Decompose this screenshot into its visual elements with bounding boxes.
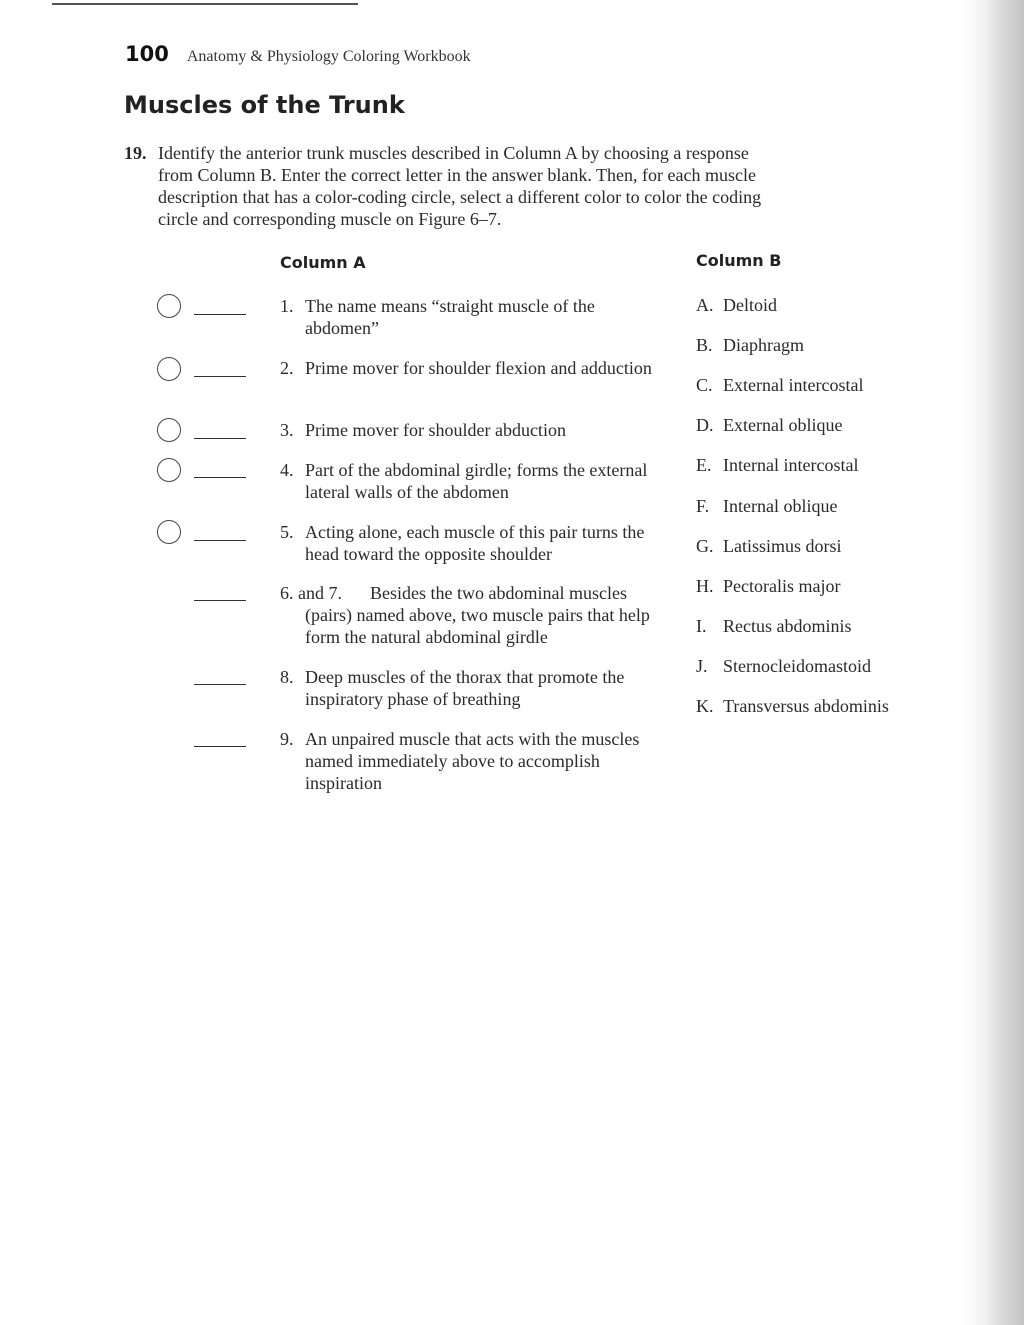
color-coding-circle[interactable]	[157, 357, 181, 381]
column-a-item-number: 2.	[280, 358, 294, 378]
column-b-text: Latissimus dorsi	[723, 536, 842, 556]
color-coding-circle[interactable]	[157, 418, 181, 442]
column-a-item-text: Part of the abdominal girdle; forms the external lateral walls of the abdomen	[305, 460, 648, 502]
answer-blank[interactable]	[194, 746, 246, 747]
top-rule	[52, 3, 358, 5]
answer-blank[interactable]	[194, 314, 246, 315]
column-a-item-number: 6. and 7.	[280, 583, 342, 603]
page-header	[125, 42, 471, 66]
column-a-header: Column A	[280, 253, 366, 272]
answer-blank[interactable]	[194, 438, 246, 439]
column-b-item	[696, 495, 837, 517]
column-a-item-text: Prime mover for shoulder abduction	[305, 420, 566, 440]
column-b-item	[696, 575, 840, 597]
column-b-item	[696, 655, 871, 677]
column-a-item-text: An unpaired muscle that acts with the muscles named immediately above to accomplish inspiration	[305, 729, 640, 793]
column-b-item	[696, 294, 777, 316]
column-a-item	[280, 521, 665, 565]
column-b-letter: B.	[696, 335, 713, 355]
book-title: Anatomy & Physiology Coloring Workbook	[186, 48, 471, 65]
color-coding-circle[interactable]	[157, 458, 181, 482]
question-instructions	[124, 142, 784, 230]
question-number: 19.	[124, 143, 147, 163]
question-text: Identify the anterior trunk muscles described in Column A by choosing a response from Column B. Enter the correct letter in the answer blank. Then, for each muscle description that has a color-coding circle, select a different color to color the coding circle and corresponding muscle on Figure 6–7.	[158, 143, 762, 229]
section-title: Muscles of the Trunk	[124, 91, 405, 119]
column-b-text: Transversus abdominis	[723, 696, 889, 716]
answer-blank[interactable]	[194, 477, 246, 478]
column-a-item-text: Besides the two abdominal muscles (pairs) named above, two muscle pairs that help form the natural abdominal girdle	[305, 583, 650, 647]
column-a-item-number: 3.	[280, 420, 294, 440]
column-a-item	[280, 295, 665, 339]
column-a-item-number: 5.	[280, 522, 294, 542]
column-b-item	[696, 414, 842, 436]
color-coding-circle[interactable]	[157, 520, 181, 544]
column-b-text: External oblique	[723, 415, 843, 435]
column-a-item	[280, 459, 665, 503]
column-b-letter: G.	[696, 536, 714, 556]
answer-blank[interactable]	[194, 376, 246, 377]
page-edge-shadow	[962, 0, 1024, 1325]
column-b-header: Column B	[696, 251, 782, 270]
column-a-item-number: 4.	[280, 460, 294, 480]
column-b-text: Deltoid	[723, 295, 777, 315]
column-b-item	[696, 454, 858, 476]
column-b-text: Internal intercostal	[723, 455, 859, 475]
column-b-text: Diaphragm	[723, 335, 804, 355]
column-b-item	[696, 374, 863, 396]
page-number: 100	[125, 42, 169, 66]
column-b-letter: H.	[696, 576, 714, 596]
column-b-letter: D.	[696, 415, 714, 435]
column-b-text: Internal oblique	[723, 496, 838, 516]
column-b-text: Sternocleidomastoid	[723, 656, 871, 676]
column-a-item	[280, 582, 665, 648]
column-a-item-text: Prime mover for shoulder flexion and adduction	[305, 358, 652, 378]
column-a-item-number: 8.	[280, 667, 294, 687]
column-b-letter: A.	[696, 295, 714, 315]
column-b-letter: E.	[696, 455, 712, 475]
column-a-item	[280, 419, 665, 441]
column-b-letter: I.	[696, 616, 707, 636]
column-a-item	[280, 666, 665, 710]
column-b-letter: C.	[696, 375, 713, 395]
answer-blank[interactable]	[194, 684, 246, 685]
column-b-item	[696, 695, 889, 717]
column-a-item	[280, 728, 665, 794]
answer-blank[interactable]	[194, 600, 246, 601]
answer-blank[interactable]	[194, 540, 246, 541]
column-b-item	[696, 535, 842, 557]
column-b-text: External intercostal	[723, 375, 864, 395]
column-b-letter: K.	[696, 696, 714, 716]
column-a-item-text: Acting alone, each muscle of this pair turns the head toward the opposite shoulder	[305, 522, 645, 564]
column-b-text: Rectus abdominis	[723, 616, 852, 636]
column-b-letter: F.	[696, 496, 710, 516]
column-a-item	[280, 357, 665, 379]
column-b-text: Pectoralis major	[723, 576, 841, 596]
color-coding-circle[interactable]	[157, 294, 181, 318]
column-a-item-text: The name means “straight muscle of the abdomen”	[305, 296, 595, 338]
column-a-item-number: 1.	[280, 296, 294, 316]
column-a-item-text: Deep muscles of the thorax that promote the inspiratory phase of breathing	[305, 667, 625, 709]
column-b-letter: J.	[696, 656, 708, 676]
column-a-item-number: 9.	[280, 729, 294, 749]
column-b-item	[696, 334, 804, 356]
column-b-item	[696, 615, 852, 637]
